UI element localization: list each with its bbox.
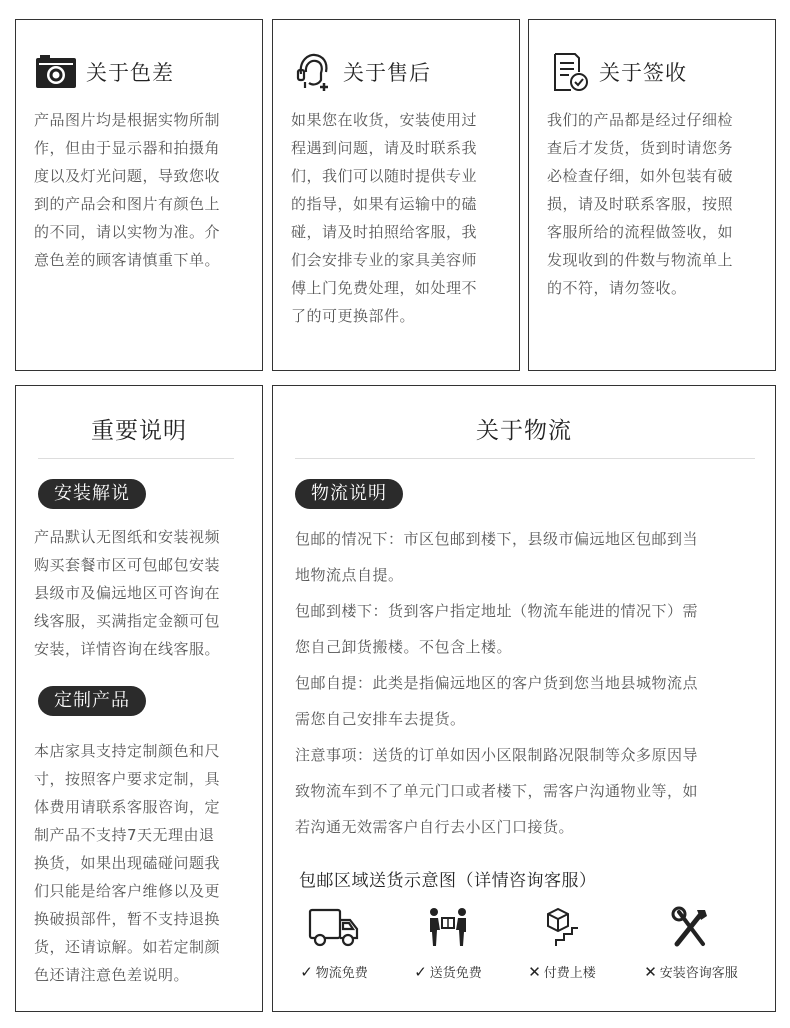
text-line: 损，请及时联系客服，按照 <box>547 195 734 213</box>
logistics-text <box>295 521 757 845</box>
custom-product-text <box>34 737 246 989</box>
check-icon: ✓ <box>300 963 313 981</box>
logistics-title: 关于物流 <box>476 418 572 444</box>
text-line: 需您自己安排车去提货。 <box>295 710 466 728</box>
label-text: 物流免费 <box>315 966 368 981</box>
text-line: 了的可更换部件。 <box>291 307 416 325</box>
text-line: 寸，按照客户要求定制，具 <box>34 770 221 788</box>
text-line: 包邮的情况下：市区包邮到楼下，县级市偏远地区包邮到当 <box>295 530 699 548</box>
box-stairs-icon <box>534 906 590 950</box>
text-line: 包邮到楼下：货到客户指定地址（物流车能进的情况下）需 <box>295 602 699 620</box>
install-text <box>34 523 246 663</box>
delivery-item-label <box>279 962 389 981</box>
text-line: 线客服，买满指定金额可包 <box>34 612 221 630</box>
text-line: 程遇到问题，请及时联系我 <box>291 139 478 157</box>
text-line: 必检查仔细，如外包装有破 <box>547 167 734 185</box>
text-line: 的不同，请以实物为准。介 <box>34 223 221 241</box>
text-line: 度以及灯光问题，导致您收 <box>34 167 221 185</box>
delivery-icons-row <box>273 906 777 986</box>
important-notes-title: 重要说明 <box>91 418 187 444</box>
text-line: 致物流车到不了单元门口或者楼下，需客户沟通物业等，如 <box>295 782 699 800</box>
text-line: 安装，详情咨询在线客服。 <box>34 640 221 658</box>
text-line: 地物流点自提。 <box>295 566 404 584</box>
text-line: 作，但由于显示器和拍摄角 <box>34 139 221 157</box>
text-line: 产品默认无图纸和安装视频 <box>34 528 221 546</box>
logistics-tag: 物流说明 <box>295 479 403 509</box>
text-line: 本店家具支持定制颜色和尺 <box>34 742 221 760</box>
text-line: 如果您在收货，安装使用过 <box>291 111 478 129</box>
text-line: 您自己卸货搬楼。不包含上楼。 <box>295 638 513 656</box>
delivery-item-label <box>629 962 753 981</box>
delivery-item-label <box>393 962 503 981</box>
text-line: 制产品不支持7天无理由退 <box>34 826 215 844</box>
text-line: 查后才发货，货到时请您务 <box>547 139 734 157</box>
after-sale-text <box>291 106 503 330</box>
text-line: 货，还请谅解。如若定制颜 <box>34 938 221 956</box>
delivery-item-label <box>507 962 617 981</box>
text-line: 意色差的顾客请慎重下单。 <box>34 251 221 269</box>
text-line: 县级市及偏远地区可咨询在 <box>34 584 221 602</box>
label-text: 付费上楼 <box>543 966 596 981</box>
cross-icon: ✕ <box>528 963 541 981</box>
text-line: 产品图片均是根据实物所制 <box>34 111 221 129</box>
text-line: 若沟通无效需客户自行去小区门口接货。 <box>295 818 575 836</box>
label-text: 安装咨询客服 <box>659 966 738 981</box>
customer-service-icon <box>291 50 335 94</box>
tools-icon <box>663 906 719 950</box>
truck-icon <box>306 906 362 950</box>
after-sale-title: 关于售后 <box>343 61 431 85</box>
checklist-icon <box>547 50 591 94</box>
sign-receipt-header <box>547 50 687 94</box>
delivery-item-upstairs <box>507 906 617 981</box>
text-line: 色还请注意色差说明。 <box>34 966 190 984</box>
sign-receipt-text <box>547 106 759 302</box>
sign-receipt-title: 关于签收 <box>599 61 687 85</box>
text-line: 们只能是给客户维修以及更 <box>34 882 221 900</box>
text-line: 体费用请联系客服咨询，定 <box>34 798 221 816</box>
delivery-map-title: 包邮区域送货示意图（详情咨询客服） <box>299 871 597 891</box>
custom-product-tag: 定制产品 <box>38 686 146 716</box>
label-text: 送货免费 <box>429 966 482 981</box>
delivery-item-home <box>393 906 503 981</box>
sign-receipt-card <box>528 19 776 371</box>
text-line: 换货，如果出现磕碰问题我 <box>34 854 221 872</box>
color-difference-text <box>34 106 246 274</box>
color-difference-card <box>15 19 263 371</box>
text-line: 碰，请及时拍照给客服，我 <box>291 223 478 241</box>
important-notes-card <box>15 385 263 1012</box>
after-sale-header <box>291 50 431 94</box>
text-line: 客服所给的流程做签收，如 <box>547 223 734 241</box>
camera-icon <box>34 50 78 94</box>
text-line: 们，我们可以随时提供专业 <box>291 167 478 185</box>
delivery-item-install <box>629 906 753 981</box>
color-difference-header <box>34 50 174 94</box>
text-line: 我们的产品都是经过仔细检 <box>547 111 734 129</box>
cross-icon: ✕ <box>644 963 657 981</box>
text-line: 购买套餐市区可包邮包安装 <box>34 556 221 574</box>
logistics-card <box>272 385 776 1012</box>
check-icon: ✓ <box>414 963 427 981</box>
delivery-item-logistics <box>279 906 389 981</box>
text-line: 注意事项：送货的订单如因小区限制路况限制等众多原因导 <box>295 746 699 764</box>
text-line: 发现收到的件数与物流单上 <box>547 251 734 269</box>
text-line: 换破损部件，暂不支持退换 <box>34 910 221 928</box>
color-difference-title: 关于色差 <box>86 61 174 85</box>
text-line: 包邮自提：此类是指偏远地区的客户货到您当地县城物流点 <box>295 674 699 692</box>
after-sale-card <box>272 19 520 371</box>
text-line: 的指导，如果有运输中的磕 <box>291 195 478 213</box>
divider <box>295 458 755 459</box>
delivery-people-icon <box>420 906 476 950</box>
text-line: 到的产品会和图片有颜色上 <box>34 195 221 213</box>
text-line: 的不符，请勿签收。 <box>547 279 687 297</box>
divider <box>38 458 234 459</box>
text-line: 傅上门免费处理，如处理不 <box>291 279 478 297</box>
text-line: 们会安排专业的家具美容师 <box>291 251 478 269</box>
install-tag: 安装解说 <box>38 479 146 509</box>
